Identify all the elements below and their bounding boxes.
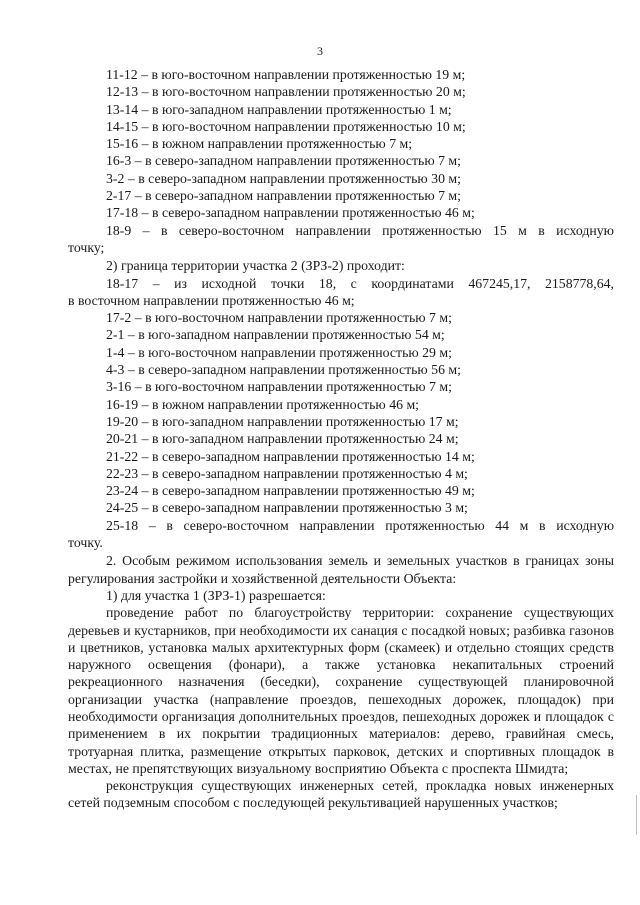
boundary-line: 16-19 – в южном направлении протяженностью 46 м; — [106, 396, 420, 412]
boundary-line-18-9-continuation: точку; — [68, 239, 105, 255]
boundary-line: 16-3 – в северо-западном направлении протяженностью 7 м; — [106, 153, 461, 169]
section-2-paragraph: 2. Особым режимом использования земель и земельных участков в границах зоны регулирования застройки и хозяйственной деятельности Объекта: — [68, 553, 614, 586]
boundary-line: 2-17 – в северо-западном направлении протяженностью 7 м; — [106, 188, 461, 204]
boundary-line-25-18: 25-18 – в северо-восточном направлении протяженностью 44 м в исходную — [106, 517, 614, 533]
boundary-line: 3-16 – в юго-восточном направлении протяженностью 7 м; — [106, 379, 452, 395]
boundary-line: 22-23 – в северо-западном направлении протяженностью 4 м; — [106, 465, 468, 481]
boundary-line: 1-4 – в юго-восточном направлении протяженностью 29 м; — [106, 344, 452, 360]
boundary-line: 17-2 – в юго-восточном направлении протяженностью 7 м; — [106, 310, 452, 326]
boundary-line: 4-3 – в северо-западном направлении протяженностью 56 м; — [106, 362, 461, 378]
boundary-line: 21-22 – в северо-западном направлении протяженностью 14 м; — [106, 448, 475, 464]
boundary-line-25-18-continuation: точку. — [68, 535, 103, 551]
reconstruction-paragraph: реконструкция существующих инженерных сетей, прокладка новых инженерных сетей подземным способом с последующей рекультивацией нарушенных участков; — [68, 778, 614, 811]
boundary-line: 19-20 – в юго-западном направлении протяженностью 17 м; — [106, 413, 459, 429]
boundary-line: 24-25 – в северо-западном направлении протяженностью 3 м; — [106, 500, 468, 516]
boundary-line: 17-18 – в северо-западном направлении протяженностью 46 м; — [106, 205, 475, 221]
page-number: 3 — [317, 44, 323, 58]
boundary-line: 2-1 – в юго-западном направлении протяженностью 54 м; — [106, 327, 445, 343]
boundary-line-18-17: 18-17 – из исходной точки 18, с координатами 467245,17, 2158778,64, — [106, 275, 614, 291]
boundary-line: 11-12 – в юго-восточном направлении протяженностью 19 м; — [106, 67, 466, 82]
boundary-line: 23-24 – в северо-западном направлении протяженностью 49 м; — [106, 483, 475, 499]
zrz2-heading: 2) граница территории участка 2 (ЗРЗ-2) проходит: — [106, 258, 405, 274]
margin-mark — [636, 795, 640, 835]
boundary-line: 13-14 – в юго-западном направлении протяженностью 1 м; — [106, 101, 452, 117]
boundary-line: 20-21 – в юго-западном направлении протяженностью 24 м; — [106, 431, 459, 447]
zrz1-allowed-heading: 1) для участка 1 (ЗРЗ-1) разрешается: — [106, 587, 326, 603]
document-body — [68, 66, 614, 812]
boundary-line: 3-2 – в северо-западном направлении протяженностью 30 м; — [106, 170, 461, 186]
boundary-line-18-17-continuation: в восточном направлении протяженностью 46 м; — [68, 292, 355, 308]
boundary-line: 15-16 – в южном направлении протяженностью 7 м; — [106, 136, 413, 152]
boundary-line-18-9: 18-9 – в северо-восточном направлении протяженностью 15 м в исходную — [106, 222, 614, 238]
boundary-line: 12-13 – в юго-восточном направлении протяженностью 20 м; — [106, 84, 466, 100]
boundary-line: 14-15 – в юго-восточном направлении протяженностью 10 м; — [106, 118, 466, 134]
landscaping-paragraph: проведение работ по благоустройству территории: сохранение существующих деревьев и кустарников, при необходимости их санация с посадкой новых; разбивка газонов и цветников, установка малых архитектурных форм (скамеек) и отдельно стоящих средств наружного освещения (фонари), а также установка некапитальных строений рекреационного назначения (беседки), сохранение существующей планировочной организации участка (направление проездов, пешеходных дорожек, площадок) при необходимости организация дополнительных проездов, пешеходных дорожек и площадок с применением в их покрытии традиционных материалов: дерево, гравийная смесь, тротуарная плитка, размещение открытых парковок, детских и спортивных площадок в местах, не препятствующих визуальному восприятию Объекта с проспекта Шмидта; — [68, 605, 614, 776]
